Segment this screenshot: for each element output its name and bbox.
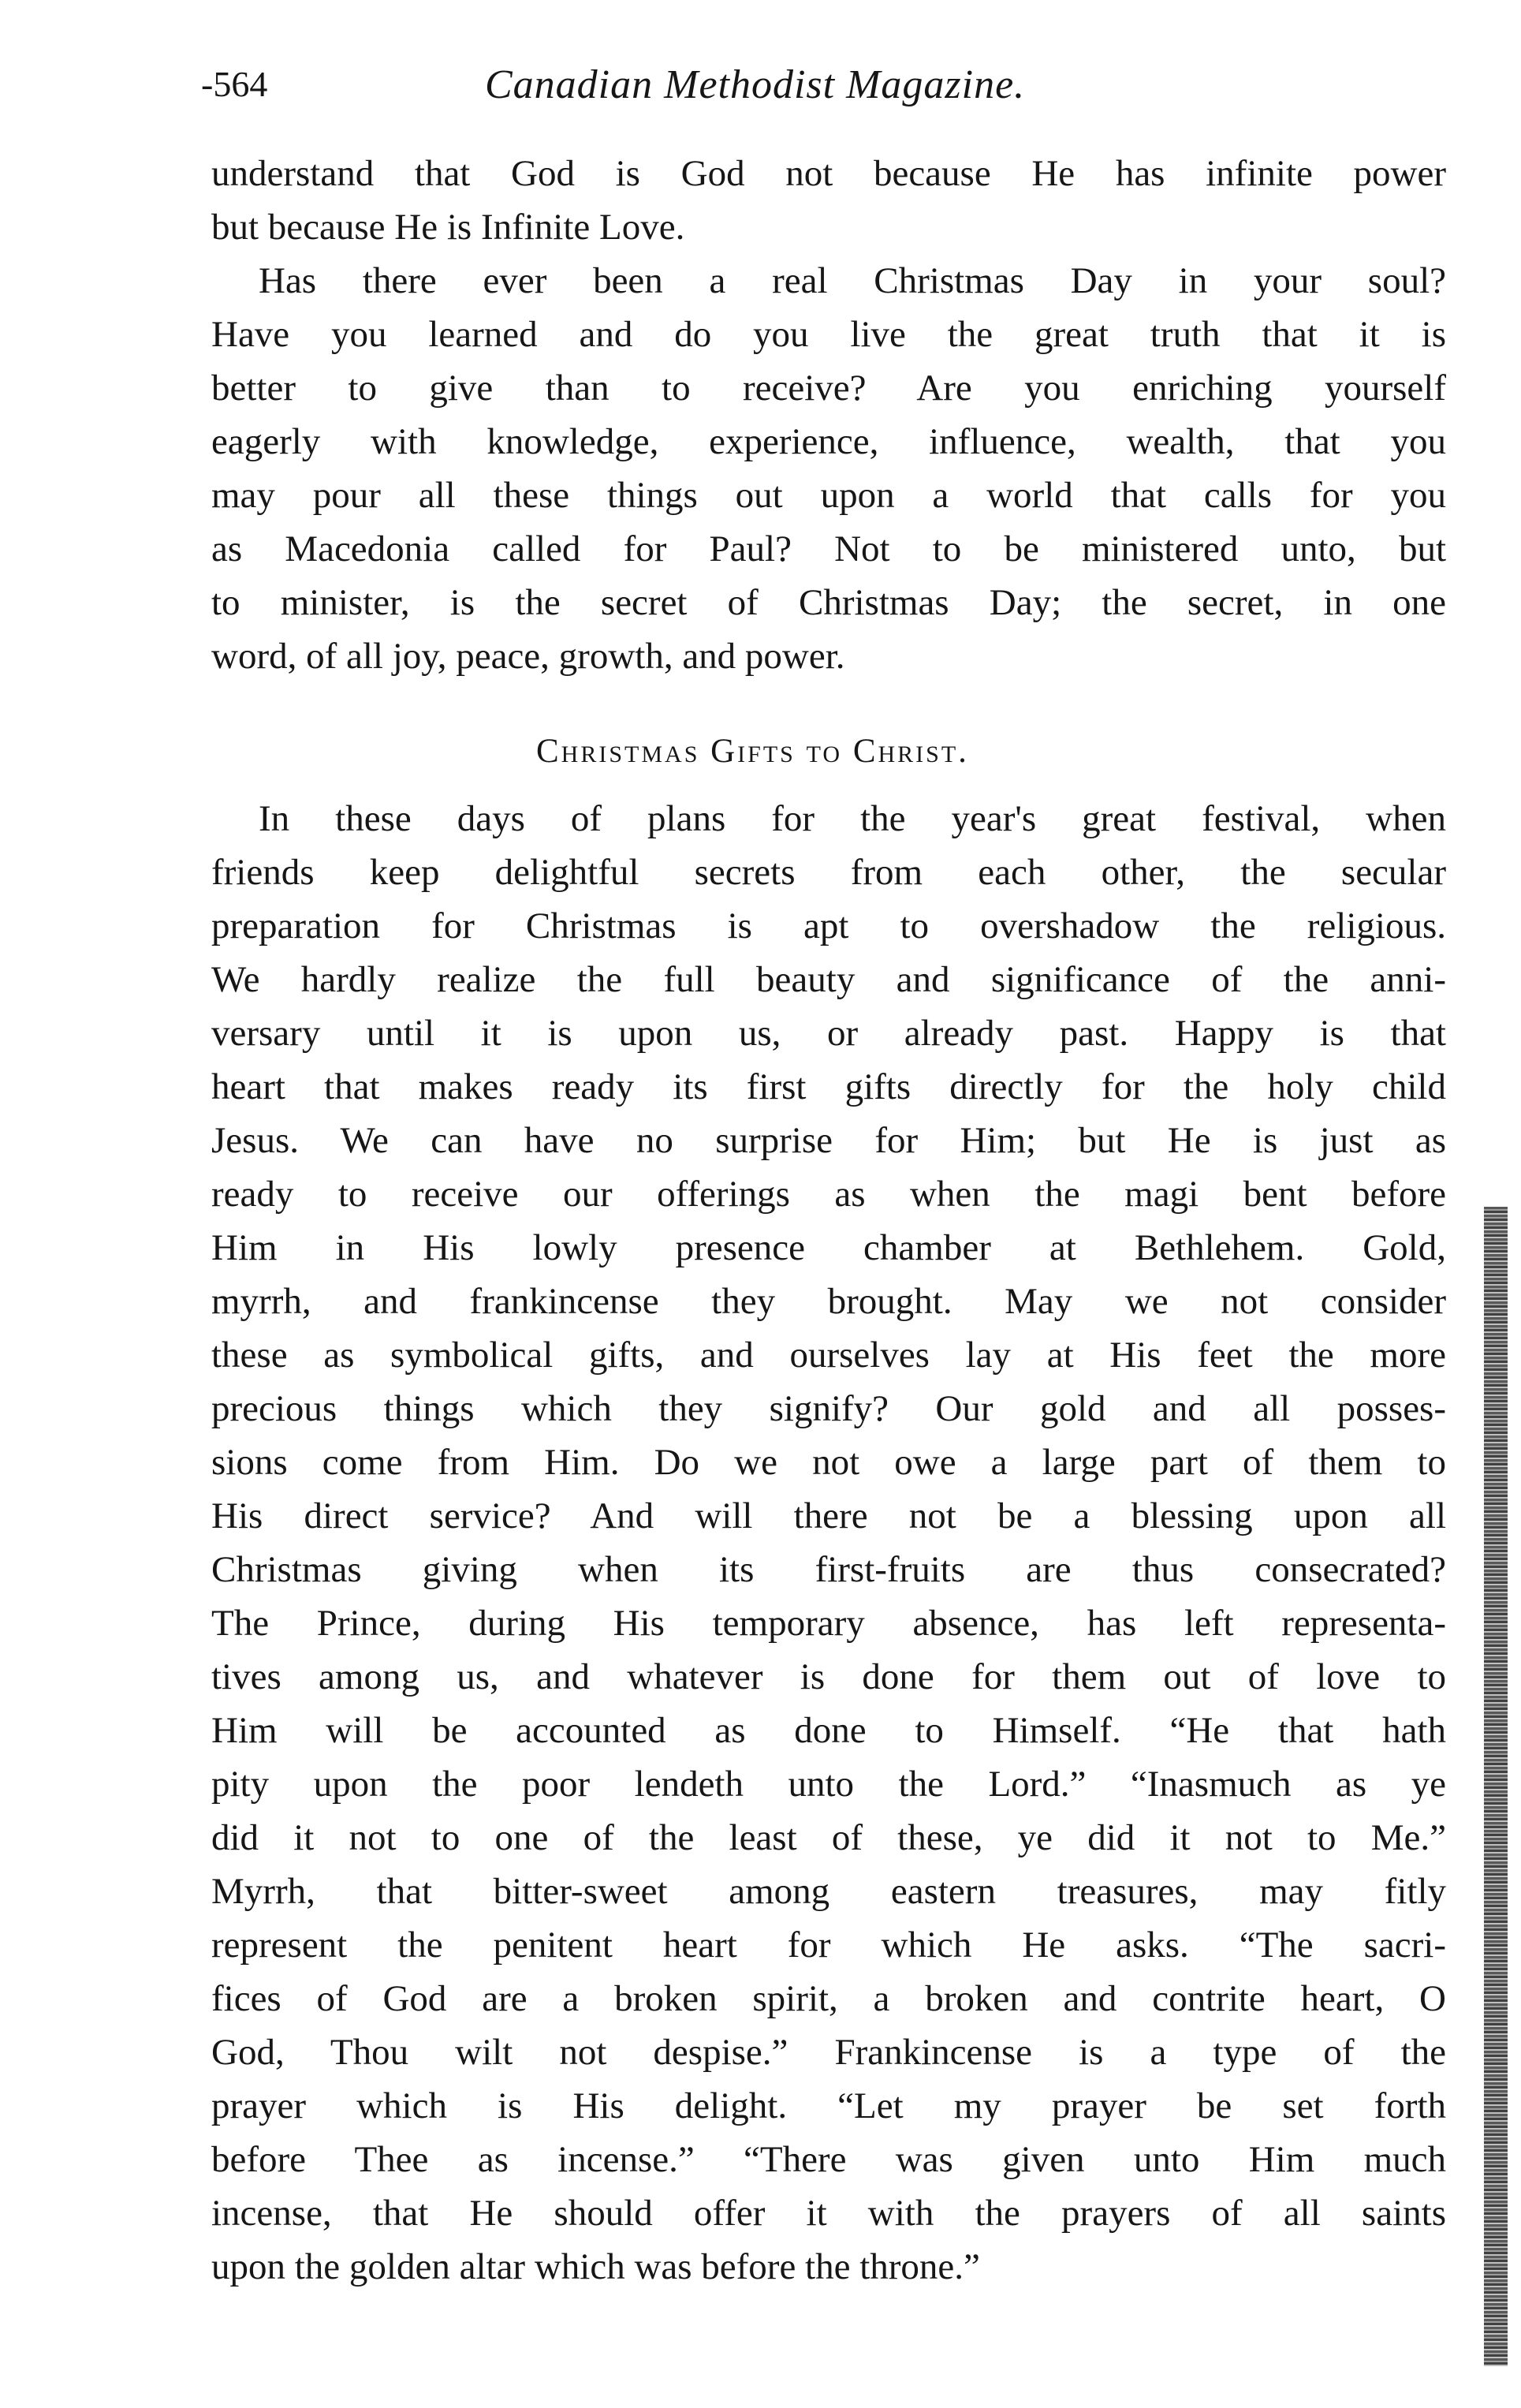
- text-line: sions come from Him. Do we not owe a large part of them to: [211, 1442, 1446, 1483]
- text-line: as Macedonia called for Paul? Not to be ministered unto, but: [211, 528, 1446, 569]
- text-line: but because He is Infinite Love.: [211, 207, 685, 248]
- text-line: Jesus. We can have no surprise for Him; but He is just as: [211, 1120, 1446, 1161]
- text-line: Him in His lowly presence chamber at Bethlehem. Gold,: [211, 1227, 1446, 1268]
- text-line: did it not to one of the least of these, ye did it not to Me.”: [211, 1817, 1446, 1858]
- text-line: represent the penitent heart for which He asks. “The sacri-: [211, 1925, 1446, 1966]
- text-line: better to give than to receive? Are you enriching yourself: [211, 368, 1446, 409]
- text-line: to minister, is the secret of Christmas Day; the secret, in one: [211, 582, 1446, 623]
- text-line: may pour all these things out upon a world that calls for you: [211, 475, 1446, 516]
- text-line: precious things which they signify? Our gold and all posses-: [211, 1388, 1446, 1429]
- page-edge-strip: [1484, 1207, 1508, 2366]
- text-line: preparation for Christmas is apt to overshadow the religious.: [211, 905, 1446, 946]
- text-line: understand that God is God not because He has infinite power: [211, 153, 1446, 194]
- text-line: fices of God are a broken spirit, a broken and contrite heart, O: [211, 1978, 1446, 2019]
- text-line: Has there ever been a real Christmas Day in your soul?: [259, 260, 1446, 301]
- text-line: myrrh, and frankincense they brought. May we not consider: [211, 1281, 1446, 1322]
- text-line: word, of all joy, peace, growth, and power.: [211, 636, 845, 677]
- text-line: Christmas giving when its first-fruits are thus consecrated?: [211, 1549, 1446, 1590]
- text-line: The Prince, during His temporary absence, has left representa-: [211, 1603, 1446, 1644]
- text-line: friends keep delightful secrets from each other, the secular: [211, 852, 1446, 893]
- text-line: ready to receive our offerings as when the magi bent before: [211, 1174, 1446, 1215]
- running-head: [201, 57, 1439, 112]
- text-line: Myrrh, that bitter-sweet among eastern treasures, may fitly: [211, 1871, 1446, 1912]
- section-heading: Christmas Gifts to Christ.: [536, 733, 969, 770]
- text-line: eagerly with knowledge, experience, influence, wealth, that you: [211, 421, 1446, 462]
- text-line: these as symbolical gifts, and ourselves lay at His feet the more: [211, 1335, 1446, 1376]
- text-line: prayer which is His delight. “Let my prayer be set forth: [211, 2085, 1446, 2126]
- text-line: His direct service? And will there not be a blessing upon all: [211, 1495, 1446, 1536]
- text-line: God, Thou wilt not despise.” Frankincense is a type of the: [211, 2032, 1446, 2073]
- text-line: Have you learned and do you live the great truth that it is: [211, 314, 1446, 355]
- page-number: -564: [201, 64, 268, 104]
- text-line: versary until it is upon us, or already past. Happy is that: [211, 1013, 1446, 1054]
- text-line: upon the golden altar which was before the throne.”: [211, 2246, 980, 2287]
- text-line: In these days of plans for the year's great festival, when: [259, 798, 1446, 839]
- text-line: We hardly realize the full beauty and significance of the anni-: [211, 959, 1446, 1000]
- text-line: incense, that He should offer it with the prayers of all saints: [211, 2193, 1446, 2234]
- text-line: Him will be accounted as done to Himself. “He that hath: [211, 1710, 1446, 1751]
- text-line: pity upon the poor lendeth unto the Lord.” “Inasmuch as ye: [211, 1764, 1446, 1805]
- text-line: tives among us, and whatever is done for them out of love to: [211, 1656, 1446, 1697]
- text-line: heart that makes ready its first gifts directly for the holy child: [211, 1066, 1446, 1107]
- text-line: before Thee as incense.” “There was given unto Him much: [211, 2139, 1446, 2180]
- magazine-title: Canadian Methodist Magazine.: [485, 62, 1026, 107]
